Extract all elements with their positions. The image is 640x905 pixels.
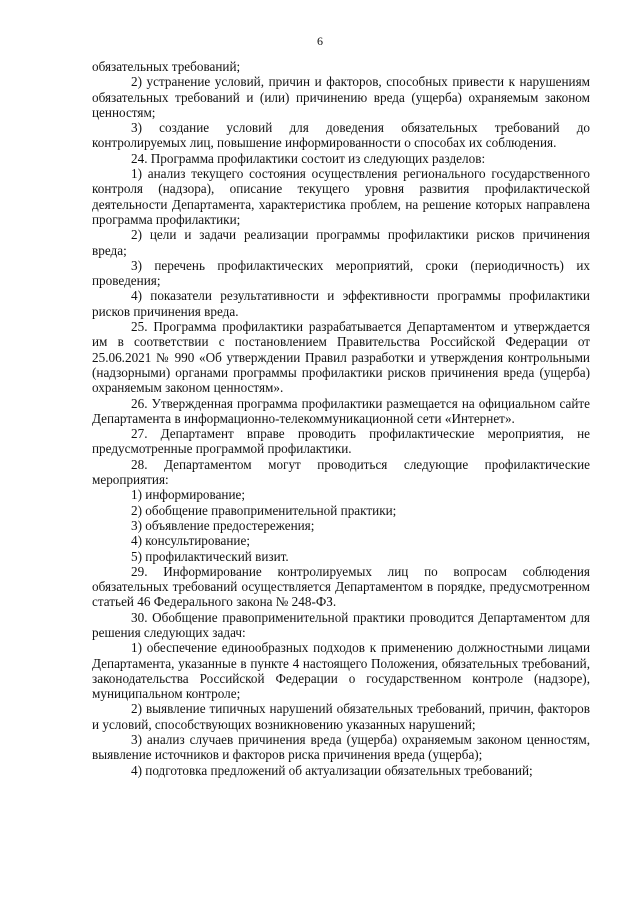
- paragraph: 30. Обобщение правоприменительной практики проводится Департаментом для решения следующих задач:: [92, 609, 590, 640]
- document-body: [92, 59, 590, 778]
- paragraph: 3) создание условий для доведения обязательных требований до контролируемых лиц, повышение информированности о способах их соблюдения.: [92, 120, 590, 151]
- paragraph: 4) консультирование;: [131, 533, 251, 549]
- paragraph: 1) информирование;: [131, 487, 246, 503]
- paragraph: обязательных требований;: [92, 59, 241, 74]
- paragraph: 27. Департамент вправе проводить профилактические мероприятия, не предусмотренные программой профилактики.: [92, 426, 590, 457]
- paragraph: 4) показатели результативности и эффективности программы профилактики рисков причинения вреда.: [92, 288, 590, 319]
- paragraph: 2) выявление типичных нарушений обязательных требований, причин, факторов и условий, способствующих возникновению указанных нарушений;: [92, 701, 590, 732]
- paragraph: 2) цели и задачи реализации программы профилактики рисков причинения вреда;: [92, 227, 590, 258]
- paragraph: 3) перечень профилактических мероприятий, сроки (периодичность) их проведения;: [92, 257, 590, 289]
- paragraph: 26. Утвержденная программа профилактики размещается на официальном сайте Департамента в информационно-телекоммуникационной сети «Интернет».: [92, 395, 590, 426]
- paragraph: 1) анализ текущего состояния осуществления регионального государственного контроля (надзора), описание текущего уровня развития профилактической деятельности Департамента, характеристика проблем, на решение которых направлена программа профилактики;: [92, 166, 590, 227]
- paragraph: 3) объявление предостережения;: [131, 517, 315, 533]
- paragraph: 3) анализ случаев причинения вреда (ущерба) охраняемым законом ценностям, выявление источников и факторов риска причинения вреда (ущерба);: [92, 732, 590, 763]
- paragraph: 29. Информирование контролируемых лиц по вопросам соблюдения обязательных требований осуществляется Департаментом в порядке, предусмотренном статьей 46 Федерального закона № 248-ФЗ.: [92, 563, 590, 610]
- paragraph: 2) обобщение правоприменительной практики;: [131, 502, 397, 518]
- paragraph: 2) устранение условий, причин и факторов, способных привести к нарушениям обязательных требований и (или) причинению вреда (ущерба) охраняемым законом ценностям;: [92, 74, 590, 120]
- paragraph: 1) обеспечение единообразных подходов к применению должностными лицами Департамента, указанные в пункте 4 настоящего Положения, обязательных требований, законодательства Российской Федерации о государственном контроле (надзоре), муниципальном контроле;: [92, 640, 590, 702]
- page-number: 6: [317, 34, 323, 48]
- paragraph: 24. Программа профилактики состоит из следующих разделов:: [131, 150, 486, 166]
- paragraph: 28. Департаментом могут проводиться следующие профилактические мероприятия:: [92, 456, 590, 488]
- paragraph: 25. Программа профилактики разрабатывается Департаментом и утверждается им в соответствии с постановлением Правительства Российской Федерации от 25.06.2021 № 990 «Об утверждении Правил разработки и утверждения контрольными (надзорными) органами программы профилактики рисков причинения вреда (ущерба) охраняемым законом ценностям».: [92, 319, 590, 396]
- paragraph: 5) профилактический визит.: [131, 548, 289, 564]
- paragraph: 4) подготовка предложений об актуализации обязательных требований;: [131, 762, 533, 778]
